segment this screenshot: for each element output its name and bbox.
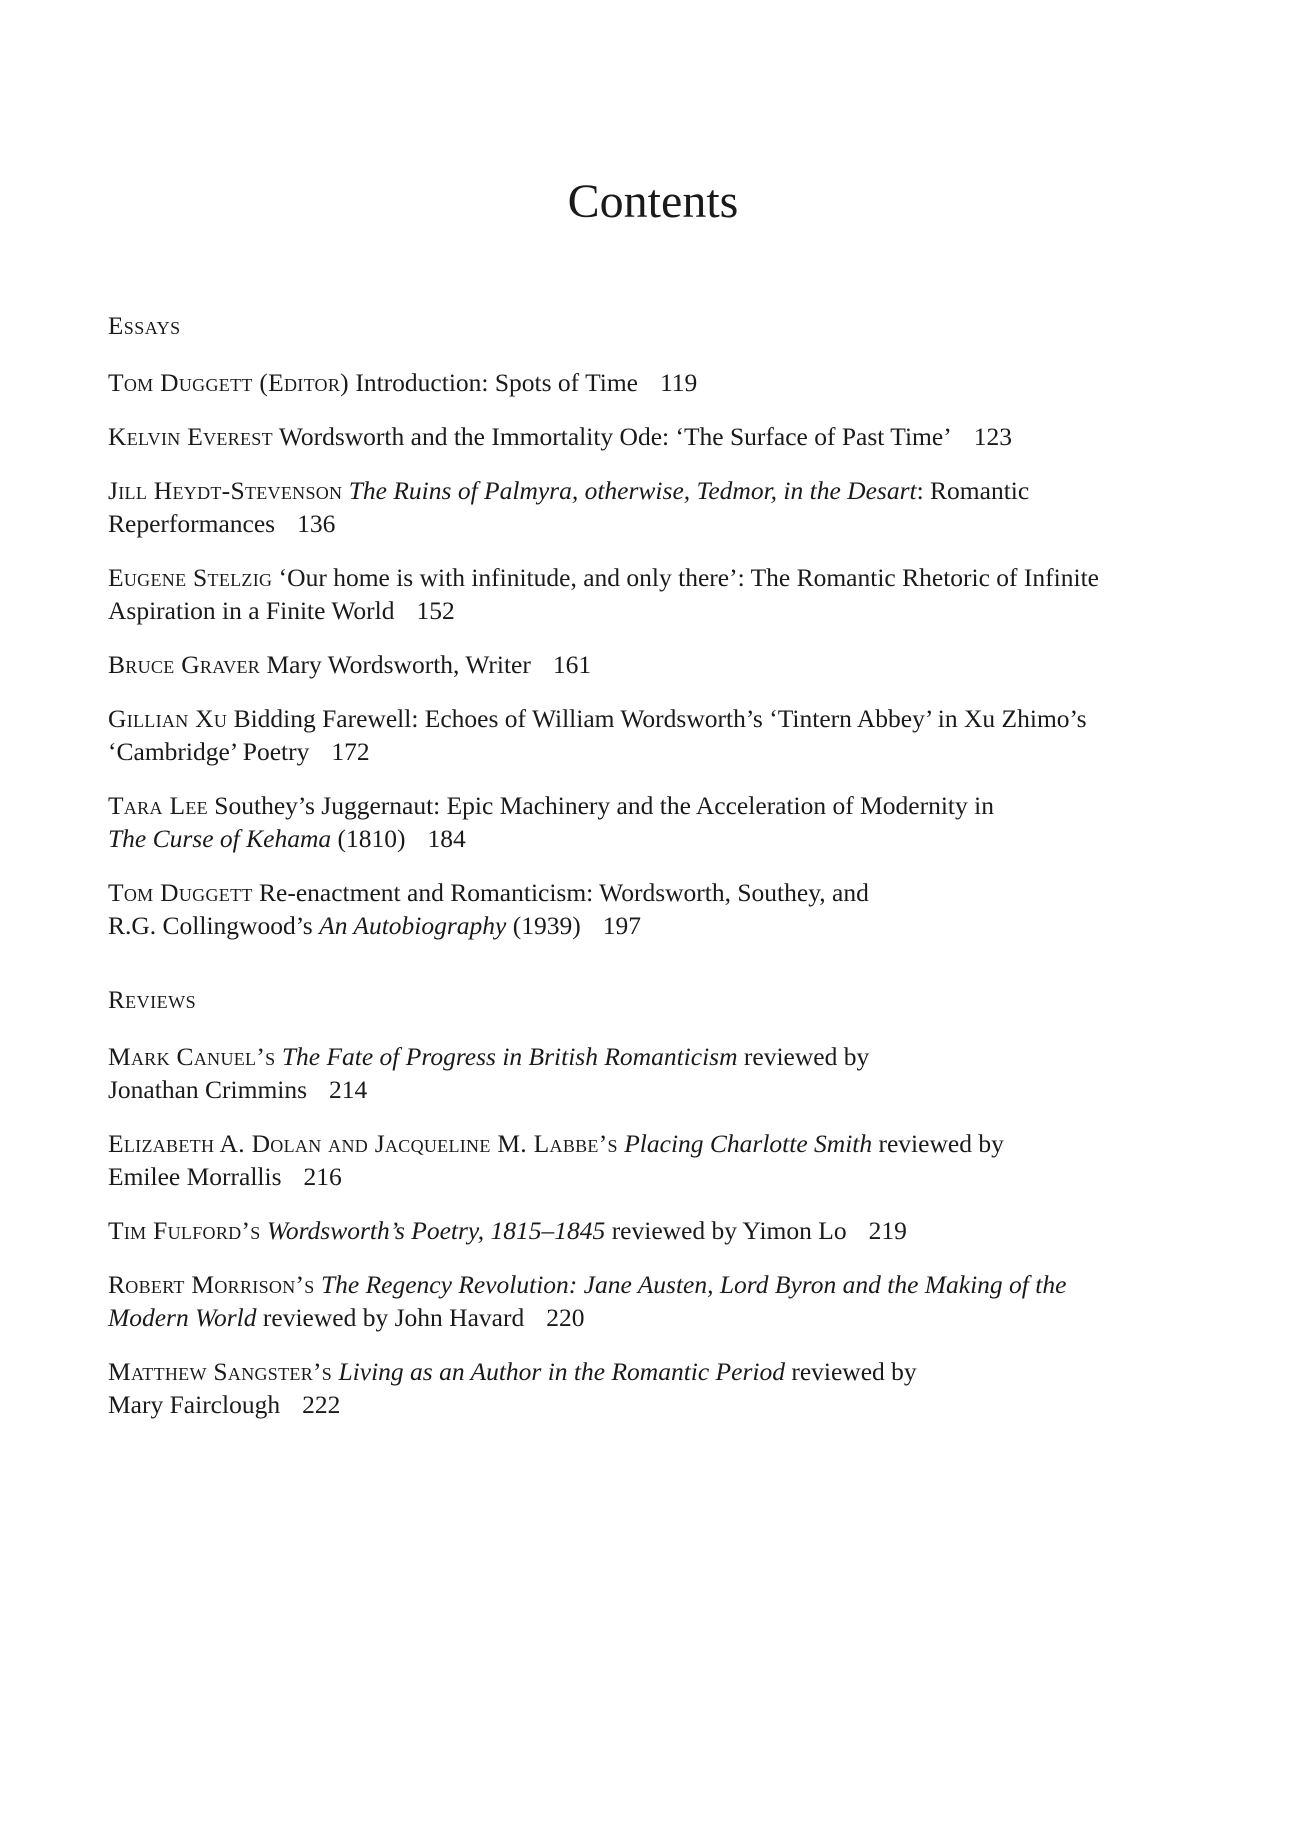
section-heading-essays: Essays: [108, 313, 181, 340]
entry-author: Bruce Graver: [108, 650, 261, 679]
entry-page-number: 219: [868, 1216, 907, 1245]
entry-author: Tara Lee: [108, 791, 208, 820]
entry-author: Tom Duggett: [108, 878, 253, 907]
toc-entry[interactable]: [108, 561, 1218, 627]
entry-title: Bidding Farewell: Echoes of William Wordsworth’s ‘Tintern Abbey’ in Xu Zhimo’s: [227, 704, 1087, 733]
entry-page-number: 222: [302, 1390, 341, 1419]
entry-author: Tom Duggett (Editor): [108, 368, 349, 397]
entry-page-number: 152: [416, 596, 455, 625]
entry-title-italic: The Fate of Progress in British Romanticism: [281, 1042, 738, 1071]
toc-entry[interactable]: [108, 1355, 1218, 1421]
entry-title: reviewed by: [784, 1357, 917, 1386]
page-title: Contents: [567, 175, 739, 228]
entry-title: Introduction: Spots of Time: [348, 368, 638, 397]
entry-author: Jill Heydt-Stevenson: [108, 476, 343, 505]
entry-page-number: 172: [331, 737, 370, 766]
entry-page-number: 214: [329, 1075, 368, 1104]
entry-title-continued: (1810): [331, 824, 406, 853]
toc-entry[interactable]: [108, 1214, 1218, 1247]
entry-title: ‘Our home is with infinitude, and only there’: The Romantic Rhetoric of Infinite: [272, 563, 1099, 592]
toc-entry[interactable]: [108, 366, 1218, 399]
entry-author: Robert Morrison’s: [108, 1270, 315, 1299]
entry-title: Wordsworth and the Immortality Ode: ‘The Surface of Past Time’: [272, 422, 952, 451]
entry-title-italic: The Curse of Kehama: [108, 824, 332, 853]
entry-reviewer: Emilee Morrallis: [108, 1162, 282, 1191]
toc-entry[interactable]: [108, 702, 1218, 768]
toc-entry[interactable]: [108, 474, 1218, 540]
entry-title-italic: The Ruins of Palmyra, otherwise, Tedmor, in the Desart: [348, 476, 917, 505]
entry-author: Gillian Xu: [108, 704, 228, 733]
entry-reviewer: Jonathan Crimmins: [108, 1075, 308, 1104]
entry-title-italic: The Regency Revolution: Jane Austen, Lord Byron and the Making of the: [320, 1270, 1067, 1299]
entry-page-number: 119: [660, 368, 698, 397]
toc-entry[interactable]: [108, 1268, 1218, 1334]
section-heading-reviews: Reviews: [108, 987, 197, 1014]
toc-entry[interactable]: [108, 648, 1218, 681]
entry-author: Kelvin Everest: [108, 422, 273, 451]
entry-title-italic: Placing Charlotte Smith: [624, 1129, 873, 1158]
entry-page-number: 220: [546, 1303, 585, 1332]
entry-author: Elizabeth A. Dolan and Jacqueline M. Labbe’s: [108, 1129, 618, 1158]
toc-entry[interactable]: [108, 876, 1218, 942]
toc-entry[interactable]: [108, 1040, 1218, 1106]
entry-title-italic: Modern World: [108, 1303, 257, 1332]
entry-author: Tim Fulford’s: [108, 1216, 261, 1245]
entry-title-continued: Reperformances: [108, 509, 276, 538]
entry-title-continued: ‘Cambridge’ Poetry: [108, 737, 310, 766]
entry-page-number: 123: [973, 422, 1012, 451]
entry-page-number: 216: [303, 1162, 342, 1191]
entry-title: Mary Wordsworth, Writer: [260, 650, 531, 679]
entry-title: reviewed by: [737, 1042, 870, 1071]
entry-author: Eugene Stelzig: [108, 563, 273, 592]
entry-title: Re-enactment and Romanticism: Wordsworth, Southey, and: [252, 878, 869, 907]
entry-reviewer: reviewed by John Havard: [256, 1303, 525, 1332]
entry-page-number: 136: [297, 509, 336, 538]
entry-title-continued: (1939): [506, 911, 581, 940]
table-of-contents: [108, 310, 1218, 1442]
entry-title: reviewed by Yimon Lo: [605, 1216, 847, 1245]
toc-entry[interactable]: [108, 420, 1218, 453]
entry-title: reviewed by: [872, 1129, 1004, 1158]
entry-title-continued: Aspiration in a Finite World: [108, 596, 395, 625]
entry-author: Matthew Sangster’s: [108, 1357, 333, 1386]
entry-title-italic: Wordsworth’s Poetry, 1815–1845: [266, 1216, 606, 1245]
entry-title: Southey’s Juggernaut: Epic Machinery and the Acceleration of Modernity in: [207, 791, 994, 820]
entry-title-italic: Living as an Author in the Romantic Period: [338, 1357, 785, 1386]
toc-entry[interactable]: [108, 789, 1218, 855]
toc-entry[interactable]: [108, 1127, 1218, 1193]
entry-title-italic: An Autobiography: [319, 911, 507, 940]
entry-reviewer: Mary Fairclough: [108, 1390, 281, 1419]
entry-title: : Romantic: [916, 476, 1030, 505]
entry-author: Mark Canuel’s: [108, 1042, 276, 1071]
entry-page-number: 184: [427, 824, 466, 853]
entry-title-continued: R.G. Collingwood’s: [108, 911, 320, 940]
entry-page-number: 197: [602, 911, 641, 940]
entry-page-number: 161: [552, 650, 592, 679]
